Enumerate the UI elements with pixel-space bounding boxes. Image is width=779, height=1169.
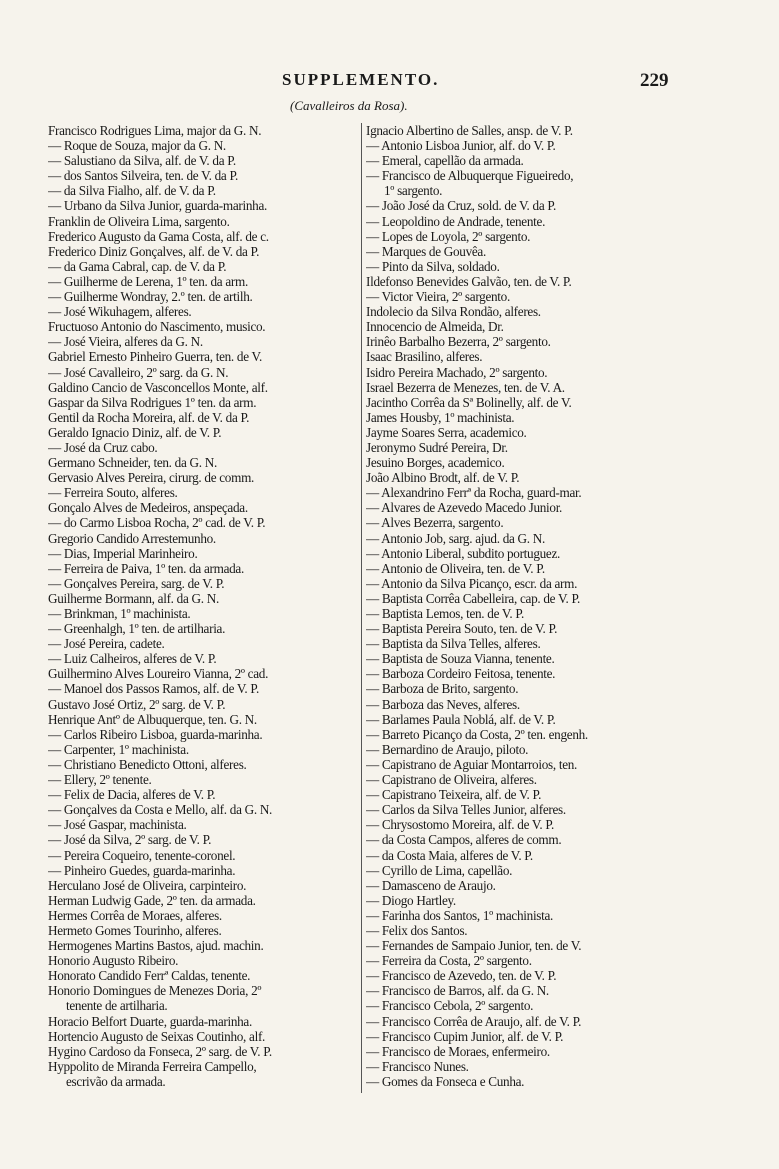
list-entry: — Leopoldino de Andrade, tenente. — [366, 213, 546, 229]
list-entry: escrivão da armada. — [66, 1073, 166, 1089]
list-entry: — Gomes da Fonseca e Cunha. — [366, 1073, 525, 1089]
list-entry: — Antonio Lisboa Junior, alf. do V. P. — [366, 138, 556, 154]
list-entry: — Felix de Dacia, alferes de V. P. — [48, 787, 216, 803]
list-entry: — Baptista Pereira Souto, ten. de V. P. — [366, 621, 558, 637]
list-entry: — Greenhalgh, 1º ten. de artilharia. — [48, 621, 226, 637]
list-entry: — Francisco de Albuquerque Figueiredo, — [366, 168, 574, 184]
list-entry: Gonçalo Alves de Medeiros, anspeçada. — [48, 500, 248, 516]
list-entry: — Capistrano Teixeira, alf. de V. P. — [366, 787, 542, 803]
list-entry: Henrique Antº de Albuquerque, ten. G. N. — [48, 711, 257, 727]
list-entry: — José da Silva, 2º sarg. de V. P. — [48, 832, 212, 848]
list-entry: Gustavo José Ortiz, 2º sarg. de V. P. — [48, 696, 226, 712]
list-entry: Ignacio Albertino de Salles, ansp. de V. P. — [366, 123, 573, 138]
list-entry: — Barboza de Brito, sargento. — [366, 681, 519, 697]
list-entry: — Ferreira de Paiva, 1º ten. da armada. — [48, 560, 244, 576]
list-entry: — Francisco Nunes. — [366, 1058, 469, 1074]
list-entry: Ildefonso Benevides Galvão, ten. de V. P. — [366, 273, 572, 289]
list-entry: Horacio Belfort Duarte, guarda-marinha. — [48, 1013, 252, 1029]
list-entry: Jeronymo Sudré Pereira, Dr. — [366, 439, 508, 455]
list-entry: — da Gama Cabral, cap. de V. da P. — [48, 258, 227, 274]
list-entry: — José da Cruz cabo. — [48, 439, 158, 455]
list-entry: — dos Santos Silveira, ten. de V. da P. — [48, 168, 239, 184]
list-entry: — Francisco Cupim Junior, alf. de V. P. — [366, 1028, 564, 1044]
list-entry: Gabriel Ernesto Pinheiro Guerra, ten. de V. — [48, 349, 263, 365]
list-entry: — Dias, Imperial Marinheiro. — [48, 545, 198, 561]
list-entry: — Pereira Coqueiro, tenente-coronel. — [48, 847, 236, 863]
list-entry: — Antonio Liberal, subdito portuguez. — [366, 545, 561, 561]
list-entry: — Marques de Gouvêa. — [366, 243, 486, 259]
list-entry: Israel Bezerra de Menezes, ten. de V. A. — [366, 379, 565, 395]
list-entry: — Francisco de Moraes, enfermeiro. — [366, 1043, 550, 1059]
list-entry: 1º sargento. — [384, 183, 443, 199]
list-entry: Guilhermino Alves Loureiro Vianna, 2º cad. — [48, 666, 269, 682]
list-entry: — Carlos Ribeiro Lisboa, guarda-marinha. — [48, 726, 263, 742]
list-entry: Hermeto Gomes Tourinho, alferes. — [48, 922, 222, 938]
list-entry: — Roque de Souza, major da G. N. — [48, 138, 226, 154]
list-entry: Hyppolito de Miranda Ferreira Campello, — [48, 1058, 257, 1074]
list-entry: — Felix dos Santos. — [366, 922, 468, 938]
list-entry: Galdino Cancio de Vasconcellos Monte, alf. — [48, 379, 268, 395]
list-entry: — Gonçalves da Costa e Mello, alf. da G. N. — [48, 802, 273, 818]
list-entry: Fructuoso Antonio do Nascimento, musico. — [48, 319, 266, 335]
list-entry: Francisco Rodrigues Lima, major da G. N. — [48, 123, 262, 138]
list-entry: — Barboza Cordeiro Feitosa, tenente. — [366, 666, 556, 682]
list-entry: — José Gaspar, machinista. — [48, 817, 187, 833]
list-entry: — Baptista Lemos, ten. de V. P. — [366, 606, 524, 621]
list-entry: James Housby, 1º machinista. — [366, 409, 515, 425]
list-entry: Guilherme Bormann, alf. da G. N. — [48, 590, 219, 606]
list-entry: Gaspar da Silva Rodrigues 1º ten. da arm. — [48, 394, 257, 410]
list-entry: — Fernandes de Sampaio Junior, ten. de V. — [366, 938, 582, 954]
left-column — [48, 123, 360, 1089]
list-entry: — Ferreira Souto, alferes. — [48, 485, 178, 501]
page-number: 229 — [640, 70, 669, 91]
list-entry: Frederico Diniz Gonçalves, alf. de V. da P. — [48, 243, 260, 259]
list-entry: Hygino Cardoso da Fonseca, 2º sarg. de V. P. — [48, 1043, 272, 1059]
list-entry: — Victor Vieira, 2º sargento. — [366, 289, 510, 305]
list-entry: — Farinha dos Santos, 1º machinista. — [366, 907, 554, 923]
list-entry: — Pinheiro Guedes, guarda-marinha. — [48, 862, 236, 878]
list-entry: — Lopes de Loyola, 2º sargento. — [366, 228, 531, 244]
list-entry: Jesuino Borges, academico. — [366, 455, 505, 471]
list-entry: — Guilherme de Lerena, 1º ten. da arm. — [48, 273, 248, 289]
list-entry: Franklin de Oliveira Lima, sargento. — [48, 213, 230, 229]
list-entry: — José Wikuhagem, alferes. — [48, 304, 192, 320]
list-entry: — Ferreira da Costa, 2º sargento. — [366, 953, 532, 969]
list-entry: Jayme Soares Serra, academico. — [366, 424, 527, 440]
list-entry: — Barboza das Neves, alferes. — [366, 696, 520, 712]
right-column — [366, 123, 746, 1089]
list-entry: — Francisco de Barros, alf. da G. N. — [366, 983, 549, 999]
list-entry: — Pinto da Silva, soldado. — [366, 258, 500, 274]
list-entry: Honorato Candido Ferrª Caldas, tenente. — [48, 968, 251, 984]
list-entry: — Barlames Paula Noblá, alf. de V. P. — [366, 711, 556, 727]
list-entry: — Alexandrino Ferrª da Rocha, guard-mar. — [366, 485, 582, 501]
list-entry: — Emeral, capellão da armada. — [366, 153, 524, 169]
list-entry: — Antonio de Oliveira, ten. de V. P. — [366, 560, 545, 576]
list-entry: Indolecio da Silva Rondão, alferes. — [366, 304, 541, 320]
list-entry: Honorio Augusto Ribeiro. — [48, 953, 179, 969]
list-entry: — Chrysostomo Moreira, alf. de V. P. — [366, 817, 554, 833]
list-entry: Honorio Domingues de Menezes Doria, 2º — [48, 983, 262, 999]
list-entry: Hermogenes Martins Bastos, ajud. machin. — [48, 938, 264, 954]
list-entry: — Antonio da Silva Picanço, escr. da arm. — [366, 575, 578, 591]
list-entry: — Gonçalves Pereira, sarg. de V. P. — [48, 575, 225, 591]
list-entry: — Luiz Calheiros, alferes de V. P. — [48, 651, 217, 667]
list-entry: — Antonio Job, sarg. ajud. da G. N. — [366, 530, 545, 546]
list-entry: — José Vieira, alferes da G. N. — [48, 334, 203, 350]
list-entry: — Carlos da Silva Telles Junior, alferes. — [366, 802, 566, 818]
list-entry: — Christiano Benedicto Ottoni, alferes. — [48, 756, 247, 772]
list-entry: — Capistrano de Aguiar Montarroios, ten. — [366, 756, 578, 772]
list-entry: — João José da Cruz, sold. de V. da P. — [366, 198, 556, 214]
list-entry: — Guilherme Wondray, 2.º ten. de artilh. — [48, 289, 253, 305]
list-entry: Innocencio de Almeida, Dr. — [366, 319, 504, 335]
list-entry: Hortencio Augusto de Seixas Coutinho, alf. — [48, 1028, 266, 1044]
list-entry: — Urbano da Silva Junior, guarda-marinha. — [48, 198, 267, 214]
list-entry: — Brinkman, 1º machinista. — [48, 606, 191, 621]
section-subtitle: (Cavalleiros da Rosa). — [290, 98, 408, 113]
list-entry: Hermes Corrêa de Moraes, alferes. — [48, 907, 222, 923]
list-entry: Germano Schneider, ten. da G. N. — [48, 455, 217, 471]
list-entry: Herculano José de Oliveira, carpinteiro. — [48, 877, 247, 893]
list-entry: — do Carmo Lisboa Rocha, 2º cad. de V. P. — [48, 515, 266, 531]
list-entry: Gervasio Alves Pereira, cirurg. de comm. — [48, 470, 255, 486]
list-entry: — Francisco Cebola, 2º sargento. — [366, 998, 534, 1014]
list-entry: Frederico Augusto da Gama Costa, alf. de c. — [48, 228, 269, 244]
list-entry: — da Costa Maia, alferes de V. P. — [366, 847, 533, 863]
column-divider — [361, 123, 362, 1093]
list-entry: João Albino Brodt, alf. de V. P. — [366, 470, 520, 486]
list-entry: — Barreto Picanço da Costa, 2º ten. engenh. — [366, 726, 588, 742]
list-entry: — Alves Bezerra, sargento. — [366, 515, 504, 531]
list-entry: Gregorio Candido Arrestemunho. — [48, 530, 216, 546]
list-entry: — José Pereira, cadete. — [48, 636, 165, 652]
list-entry: — Capistrano de Oliveira, alferes. — [366, 772, 537, 788]
list-entry: — Francisco Corrêa de Araujo, alf. de V. P. — [366, 1013, 582, 1029]
page-header — [0, 70, 779, 100]
section-title: SUPPLEMENTO. — [282, 70, 440, 89]
list-entry: Isaac Brasilino, alferes. — [366, 349, 483, 365]
list-entry: — Diogo Hartley. — [366, 892, 456, 908]
list-entry: — Baptista de Souza Vianna, tenente. — [366, 651, 555, 667]
list-entry: — Manoel dos Passos Ramos, alf. de V. P. — [48, 681, 259, 697]
list-entry: — Ellery, 2º tenente. — [48, 772, 152, 788]
list-entry: Irinêo Barbalho Bezerra, 2º sargento. — [366, 334, 551, 350]
list-entry: — Baptista Corrêa Cabelleira, cap. de V. P. — [366, 590, 581, 606]
list-entry: — José Cavalleiro, 2º sarg. da G. N. — [48, 364, 229, 380]
list-entry: — Cyrillo de Lima, capellão. — [366, 862, 513, 878]
list-entry: — Carpenter, 1º machinista. — [48, 741, 189, 757]
list-entry: Isidro Pereira Machado, 2º sargento. — [366, 364, 548, 380]
list-entry: — da Costa Campos, alferes de comm. — [366, 832, 562, 848]
list-entry: Geraldo Ignacio Diniz, alf. de V. P. — [48, 424, 222, 440]
list-entry: — Baptista da Silva Telles, alferes. — [366, 636, 541, 652]
list-entry: tenente de artilharia. — [66, 998, 168, 1014]
list-entry: — Salustiano da Silva, alf. de V. da P. — [48, 153, 236, 169]
list-entry: Herman Ludwig Gade, 2º ten. da armada. — [48, 892, 256, 908]
list-entry: — Alvares de Azevedo Macedo Junior. — [366, 500, 563, 516]
list-entry: — da Silva Fialho, alf. de V. da P. — [48, 183, 216, 199]
list-entry: — Bernardino de Araujo, piloto. — [366, 741, 529, 757]
list-entry: Jacintho Corrêa da Sª Bolinelly, alf. de V. — [366, 394, 572, 410]
list-entry: — Damasceno de Araujo. — [366, 877, 496, 893]
list-entry: Gentil da Rocha Moreira, alf. de V. da P. — [48, 409, 250, 425]
list-entry: — Francisco de Azevedo, ten. de V. P. — [366, 968, 557, 984]
